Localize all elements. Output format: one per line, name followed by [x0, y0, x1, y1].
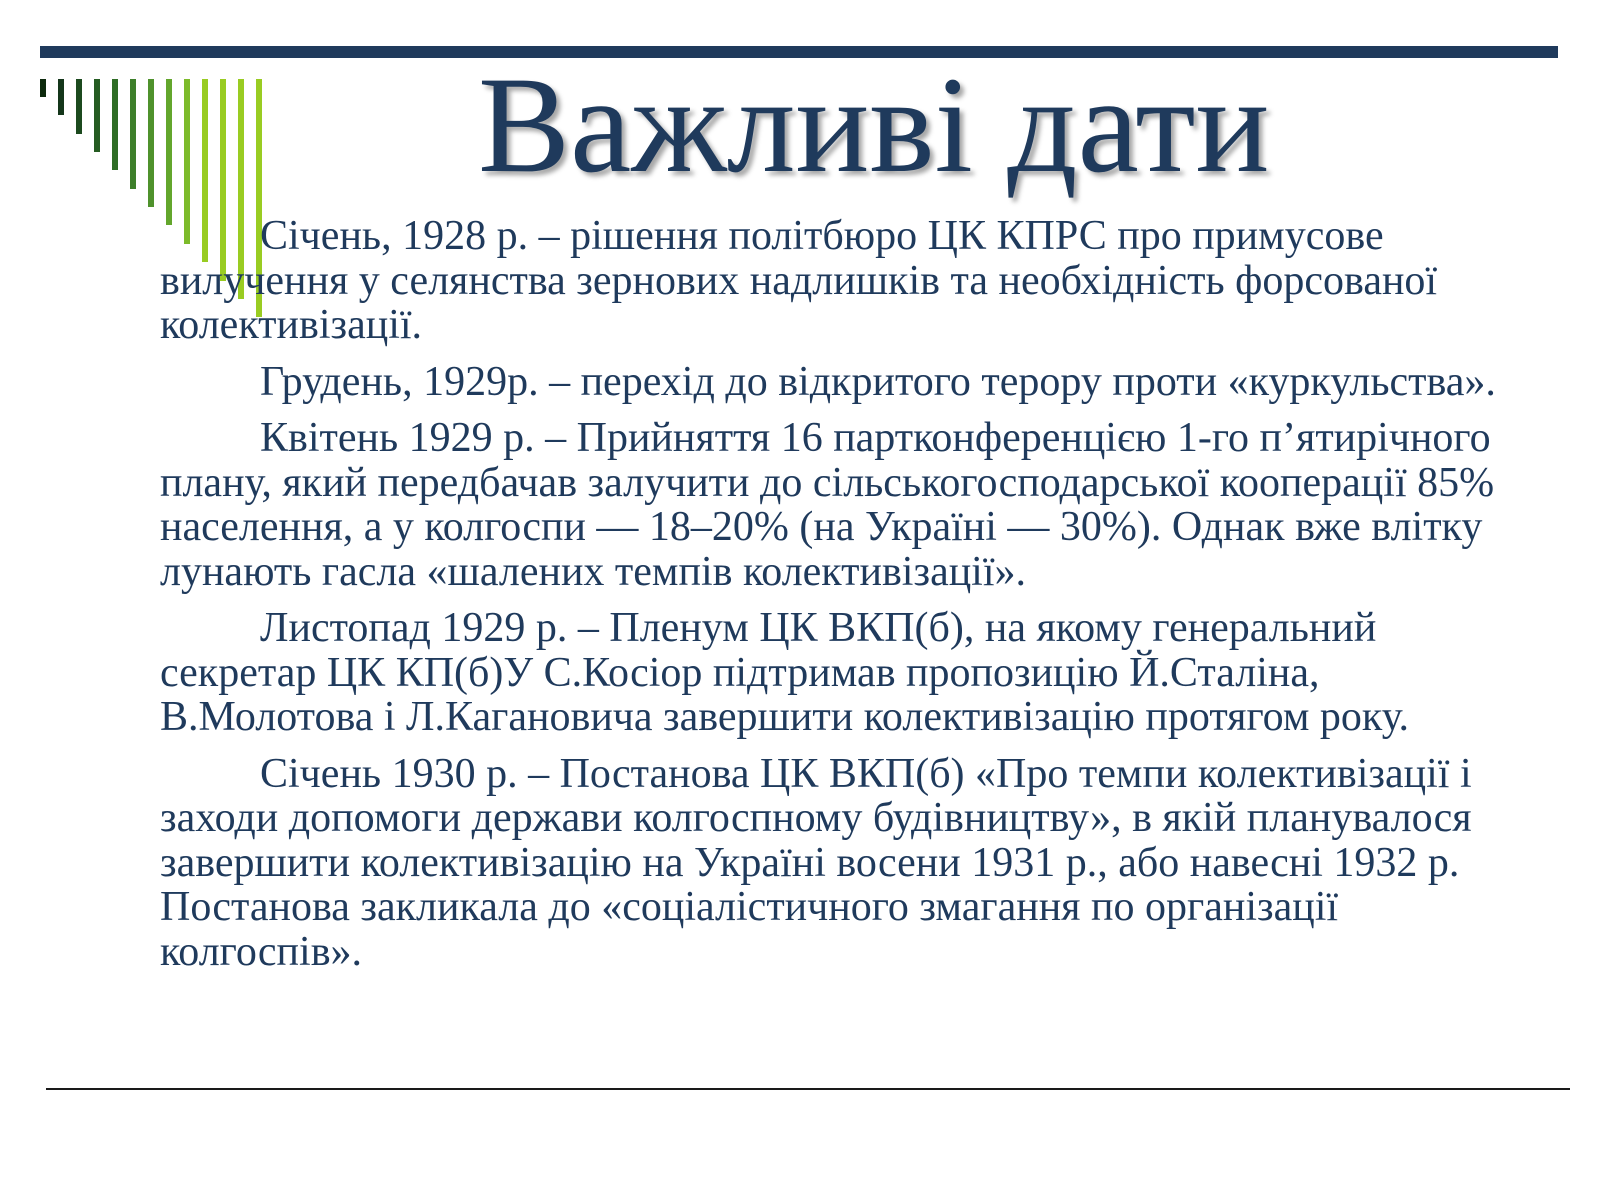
- paragraph-nov-1929: Листопад 1929 р. – Пленум ЦК ВКП(б), на якому генеральний секретар ЦК КП(б)У С.Косіор підтримав пропозицію Й.Сталіна, В.Молотова і Л.Кагановича завершити колективізацію протягом року.: [160, 605, 1410, 740]
- stripe: [148, 79, 154, 207]
- paragraph-jan-1928: Січень, 1928 р. – рішення політбюро ЦК КПРС про примусове вилучення у селянства зернових надлишків та необхідність форсованої колективізації.: [160, 213, 1438, 348]
- paragraph-dec-1929: Грудень, 1929р. – перехід до відкритого терору проти «куркульства».: [260, 358, 1496, 405]
- bottom-rule: [46, 1088, 1570, 1090]
- stripe: [40, 79, 46, 97]
- slide-title: Важливі дати: [478, 48, 1270, 201]
- slide-body: [160, 214, 1540, 986]
- stripe: [112, 79, 118, 170]
- paragraph-jan-1930: Січень 1930 р. – Постанова ЦК ВКП(б) «Про темпи колективізації і заходи допомоги держави колгоспному будівництву», в якій планувалося завершити колективізацію на Україні восени 1931 р., або навесні 1932 р. Постанова закликала до «соціалістичного змагання по організації колгоспів».: [160, 750, 1472, 975]
- stripe: [166, 79, 172, 225]
- stripe: [130, 79, 136, 189]
- stripe: [76, 79, 82, 134]
- paragraph-apr-1929: Квітень 1929 р. – Прийняття 16 партконференцією 1-го п’ятирічного плану, який передбачав залучити до сільськогосподарської кооперації 85% населення, а у колгоспи — 18–20% (на Україні — 30%). Однак вже влітку лунають гасла «шалених темпів колективізації».: [160, 415, 1495, 595]
- stripe: [94, 79, 100, 152]
- stripe: [58, 79, 64, 115]
